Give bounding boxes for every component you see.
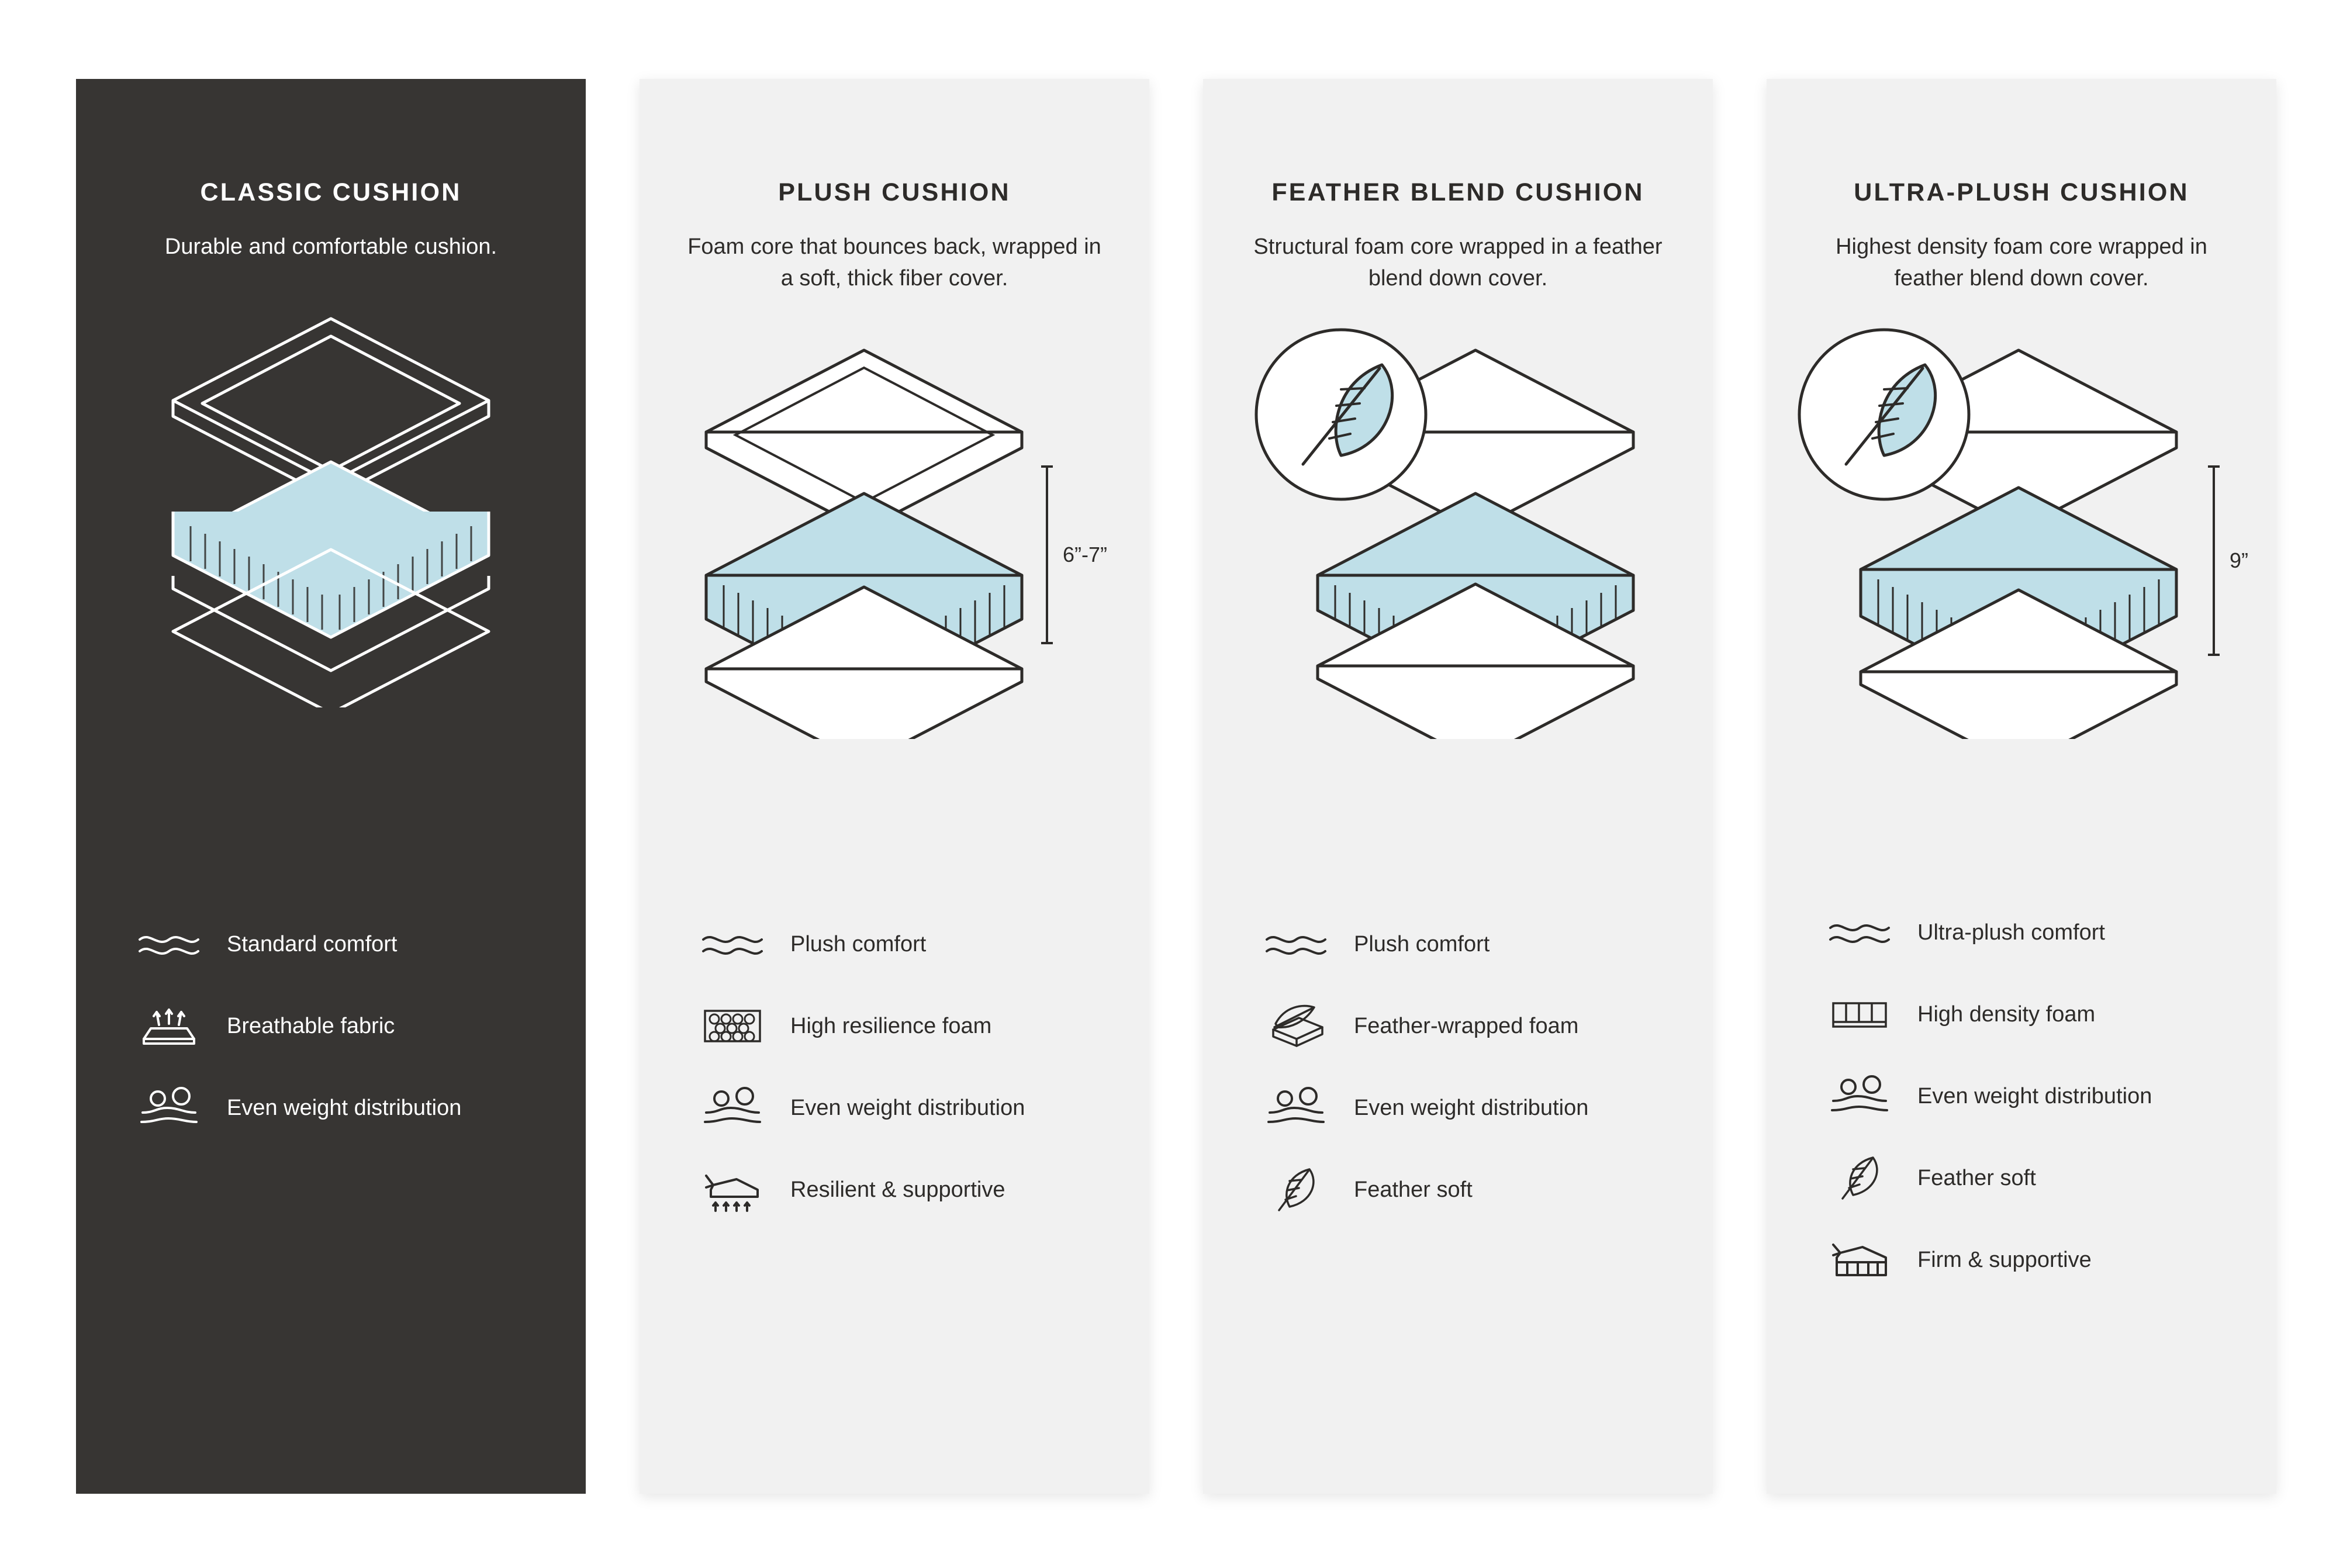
feature-item <box>1262 1161 1672 1219</box>
feather-icon <box>1262 1163 1330 1216</box>
card-description: Durable and comfortable cushion. <box>164 234 497 260</box>
cushion-card-plush[interactable] <box>640 79 1149 1494</box>
feather-icon <box>1825 1152 1894 1204</box>
card-title: ULTRA-PLUSH CUSHION <box>1854 178 2189 206</box>
feature-list <box>1767 903 2276 1313</box>
feature-item <box>134 915 545 973</box>
feature-label: Breathable fabric <box>227 1013 395 1038</box>
feature-label: Firm & supportive <box>1917 1247 2092 1272</box>
breathable-fabric-icon <box>134 1003 203 1049</box>
feature-item <box>1825 903 2235 962</box>
honeycomb-foam-icon <box>698 1003 767 1049</box>
cushion-exploded-diagram <box>1779 318 2223 739</box>
feature-item <box>1825 985 2235 1044</box>
feature-label: Plush comfort <box>790 931 927 956</box>
cushion-exploded-diagram <box>659 318 1069 739</box>
dimension-indicator <box>2206 464 2248 657</box>
even-weight-distribution-icon <box>134 1085 203 1131</box>
feature-label: Even weight distribution <box>227 1095 462 1120</box>
feature-label: Even weight distribution <box>1917 1083 2152 1108</box>
feature-item <box>134 997 545 1055</box>
dimension-label: 6”-7” <box>1062 542 1107 567</box>
dimension-bar-icon <box>2206 464 2221 657</box>
dimension-label: 9” <box>2229 548 2248 572</box>
feature-label: Feather soft <box>1354 1177 1473 1202</box>
card-title: PLUSH CUSHION <box>778 178 1011 206</box>
feature-list <box>76 915 586 1161</box>
feature-item <box>1825 1231 2235 1289</box>
wave-lines-icon <box>1262 927 1330 962</box>
feature-item <box>698 1161 1108 1219</box>
cushion-exploded-diagram <box>1236 318 1680 739</box>
feature-item <box>134 1079 545 1137</box>
card-description: Highest density foam core wrapped in feather blend down cover. <box>1836 234 2207 291</box>
feature-item <box>698 997 1108 1055</box>
wave-lines-icon <box>698 927 767 962</box>
feature-list <box>640 915 1149 1242</box>
wave-lines-icon <box>1825 915 1894 950</box>
feature-label: Ultra-plush comfort <box>1917 920 2105 945</box>
feature-item <box>1825 1149 2235 1207</box>
firm-support-icon <box>1825 1237 1894 1283</box>
high-density-foam-icon <box>1825 994 1894 1035</box>
cushion-diagram-wrap <box>76 286 586 748</box>
wave-lines-icon <box>134 927 203 962</box>
feature-label: Plush comfort <box>1354 931 1490 956</box>
even-weight-distribution-icon <box>698 1085 767 1131</box>
cushion-diagram-wrap <box>1767 318 2276 780</box>
cushion-card-classic[interactable] <box>76 79 586 1494</box>
feather-badge-icon <box>1799 330 1969 499</box>
feature-label: Even weight distribution <box>1354 1095 1589 1120</box>
feature-item <box>1825 1067 2235 1125</box>
feather-badge-icon <box>1256 330 1426 499</box>
even-weight-distribution-icon <box>1262 1085 1330 1131</box>
cushion-card-ultra-plush[interactable] <box>1767 79 2276 1494</box>
cushion-diagram-wrap <box>1203 318 1713 780</box>
resilient-support-icon <box>698 1166 767 1213</box>
feature-label: Feather-wrapped foam <box>1354 1013 1579 1038</box>
feature-item <box>698 1079 1108 1137</box>
even-weight-distribution-icon <box>1825 1073 1894 1120</box>
feature-item <box>1262 997 1672 1055</box>
cushion-card-feather-blend[interactable] <box>1203 79 1713 1494</box>
feature-label: Resilient & supportive <box>790 1177 1005 1202</box>
feature-item <box>1262 915 1672 973</box>
feature-item <box>1262 1079 1672 1137</box>
dimension-bar-icon <box>1039 464 1055 645</box>
cushion-diagram-wrap <box>640 318 1149 780</box>
feature-label: Even weight distribution <box>790 1095 1025 1120</box>
cushion-exploded-diagram <box>126 286 535 707</box>
feather-wrapped-foam-icon <box>1262 1003 1330 1049</box>
feature-label: Feather soft <box>1917 1165 2036 1190</box>
card-description: Foam core that bounces back, wrapped in a soft, thick fiber cover. <box>687 234 1101 291</box>
cushion-cards-row <box>76 79 2276 1494</box>
feature-label: Standard comfort <box>227 931 398 956</box>
dimension-indicator <box>1039 464 1107 645</box>
card-title: CLASSIC CUSHION <box>200 178 462 206</box>
feature-label: High resilience foam <box>790 1013 992 1038</box>
feature-list <box>1203 915 1713 1242</box>
feature-item <box>698 915 1108 973</box>
card-title: FEATHER BLEND CUSHION <box>1271 178 1644 206</box>
card-description: Structural foam core wrapped in a feather blend down cover. <box>1253 234 1663 291</box>
feature-label: High density foam <box>1917 1001 2096 1027</box>
